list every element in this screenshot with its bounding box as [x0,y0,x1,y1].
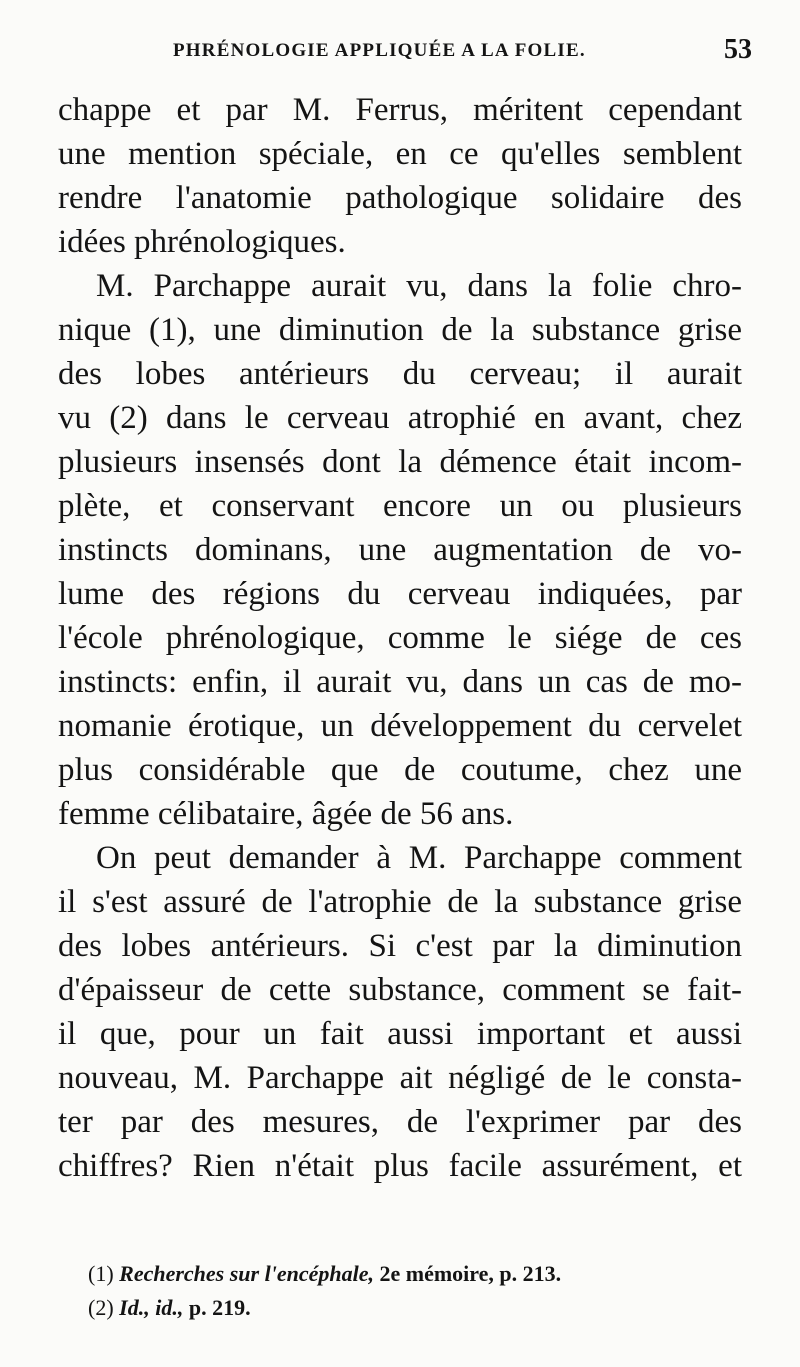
text-line: des lobes antérieurs. Si c'est par la diminution [58,928,742,964]
text-line: femme célibataire, âgée de 56 ans. [58,796,514,832]
text-line: il s'est assuré de l'atrophie de la substance grise [58,884,742,920]
text-line: plusieurs insensés dont la démence était incom- [58,444,742,480]
body-text [58,88,742,1188]
text-line: rendre l'anatomie pathologique solidaire des [58,180,742,216]
text-line: chiffres? Rien n'était plus facile assurément, et [58,1148,742,1184]
text-line: nouveau, M. Parchappe ait négligé de le consta- [58,1060,742,1096]
footnote-title: Id., id., [119,1295,184,1320]
text-line: plète, et conservant encore un ou plusieurs [58,488,742,524]
text-line: nomanie érotique, un développement du cervelet [58,708,742,744]
text-line: il que, pour un fait aussi important et aussi [58,1016,742,1052]
text-line: des lobes antérieurs du cerveau; il aurait [58,356,742,392]
text-line: plus considérable que de coutume, chez une [58,752,742,788]
text-line: M. Parchappe aurait vu, dans la folie chro- [96,268,742,304]
text-line: ter par des mesures, de l'exprimer par des [58,1104,742,1140]
running-title: PHRÉNOLOGIE APPLIQUÉE A LA FOLIE. [173,40,586,61]
footnote-reference: p. 219. [188,1295,251,1320]
footnote-title: Recherches sur l'encéphale, [119,1261,374,1286]
footnote-number: (1) [88,1261,114,1286]
page-number: 53 [724,34,752,65]
text-line: une mention spéciale, en ce qu'elles semblent [58,136,742,172]
footnote [70,1291,710,1325]
footnote-number: (2) [88,1295,114,1320]
text-line: d'épaisseur de cette substance, comment se fait- [58,972,742,1008]
text-line: instincts dominans, une augmentation de vo- [58,532,742,568]
footnotes [70,1257,710,1325]
text-line: instincts: enfin, il aurait vu, dans un cas de mo- [58,664,742,700]
text-line: chappe et par M. Ferrus, méritent cependant [58,92,742,128]
text-line: l'école phrénologique, comme le siége de ces [58,620,742,656]
text-line: idées phrénologiques. [58,224,346,260]
text-line: nique (1), une diminution de la substance grise [58,312,742,348]
footnote-reference: 2e mémoire, p. 213. [379,1261,562,1286]
page-header [58,34,752,74]
text-line: On peut demander à M. Parchappe comment [96,840,742,876]
text-line: vu (2) dans le cerveau atrophié en avant, chez [58,400,742,436]
footnote [70,1257,710,1291]
text-line: lume des régions du cerveau indiquées, par [58,576,742,612]
